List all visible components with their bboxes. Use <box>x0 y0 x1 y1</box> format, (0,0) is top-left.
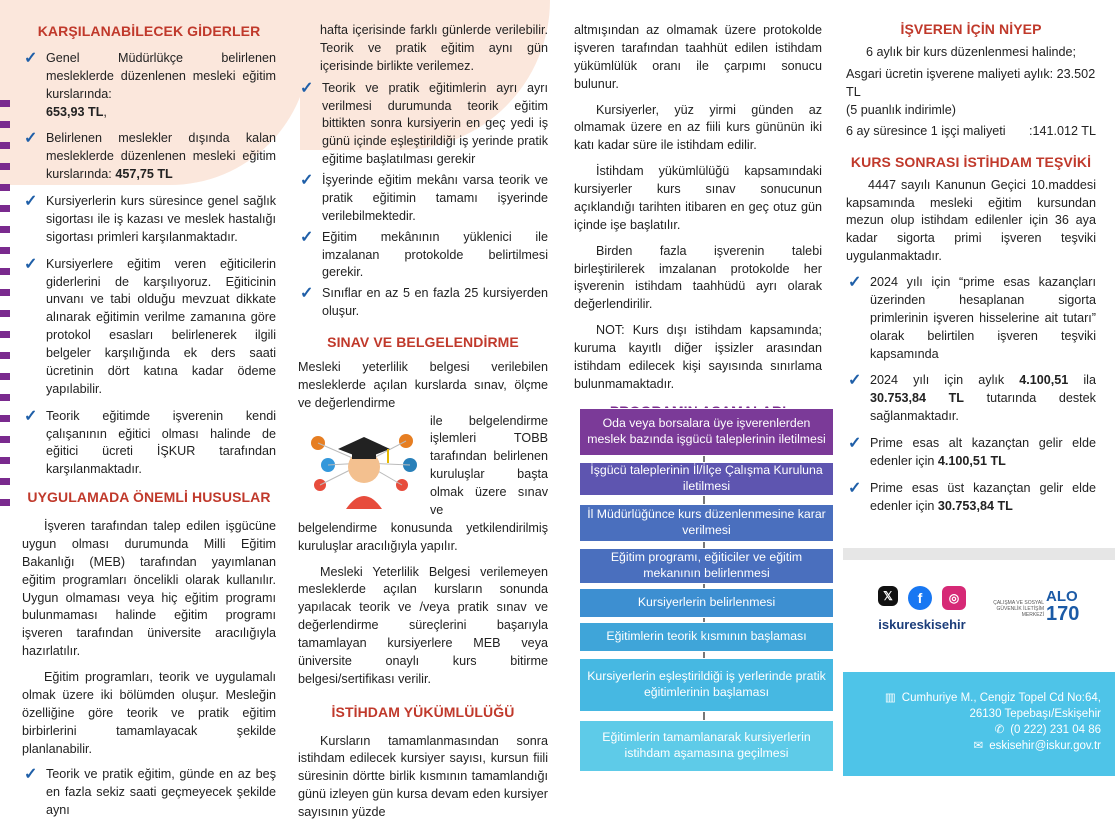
phone-number[interactable]: (0 222) 231 04 86 <box>1010 724 1101 737</box>
list-item: ✓ 2024 yılı için aylık 4.100,51 ila 30.753,84 TL tutarında destek sağlanmaktadır. <box>848 372 1096 424</box>
check-icon: ✓ <box>24 766 38 784</box>
address-line-1: Cumhuriye M., Cengiz Topel Cd No:64, <box>901 692 1101 704</box>
list-item: ✓ Teorik ve pratik eğitim, günde en az beş en fazla sekiz saati geçmeyecek şekilde aynı <box>24 766 276 818</box>
check-icon: ✓ <box>848 479 862 497</box>
list-item: ✓ 2024 yılı için “prime esas kazançları üzerinden hesaplanan sigorta primlerinin işveren hisselerine ait tutarı” olarak belirtilen işveren teşviki kapsamında <box>848 274 1096 361</box>
alo-number: 170 <box>1046 603 1080 625</box>
expenses-heading: KARŞILANABİLECEK GİDERLER <box>37 23 261 39</box>
nsp-line-4-label: 6 ay süresince 1 işçi maliyeti <box>846 124 1006 139</box>
nsp-line-3: (5 puanlık indirimle) <box>846 102 956 117</box>
list-item: ✓ Teorik eğitimde işverenin kendi çalışanının eğitici olması halinde de eğitici ücreti İŞKUR tarafından karşılanmaktadır. <box>24 407 276 477</box>
stage-arrow <box>703 712 705 720</box>
exam-paragraph-1c: belgelendirme konusunda yetkilendirilmiş kuruluşlar aracılığıyla yapılır. <box>298 520 548 553</box>
nsp-line-4-value: :141.012 TL <box>1029 124 1096 139</box>
column-3 <box>574 22 822 422</box>
stage-box: İl Müdürlüğünce kurs düzenlenmesine karar verilmesi <box>579 504 834 542</box>
stage-box: Kursiyerlerin belirlenmesi <box>579 588 834 618</box>
nsp-heading: İŞVEREN İÇİN NİYEP <box>900 21 1042 37</box>
check-icon: ✓ <box>24 255 38 273</box>
employment-heading: İSTİHDAM YÜKÜMLÜLÜĞÜ <box>331 703 515 720</box>
check-icon: ✓ <box>24 130 38 148</box>
email-address[interactable]: eskisehir@iskur.gov.tr <box>989 740 1101 753</box>
stage-box: Oda veya borsalara üye işverenlerden meslek bazında işgücü taleplerinin iletilmesi <box>579 408 834 456</box>
stage-arrow <box>703 496 705 504</box>
list-item: ✓ Kursiyerlerin kurs süresince genel sağlık sigortası ile iş kazası ve meslek hastalığı sigortası primleri karşılanmaktadır. <box>24 193 276 244</box>
phone-icon: ✆ <box>994 724 1005 737</box>
alo-170-logo <box>986 586 1098 630</box>
notes-heading: UYGULAMADA ÖNEMLİ HUSUSLAR <box>27 489 271 506</box>
nsp-line-2: Asgari ücretin işverene maliyeti aylık: 23.502 TL <box>846 66 1096 99</box>
side-decoration <box>0 100 10 520</box>
check-icon: ✓ <box>24 49 38 67</box>
column-1 <box>22 22 276 829</box>
social-block <box>862 586 982 634</box>
alo-small-text: ÇALIŞMA VE SOSYAL GÜVENLİK İLETİŞİM MERKEZİ <box>993 600 1044 618</box>
incentive-list <box>846 274 1096 516</box>
exam-paragraph-2: Mesleki Yeterlilik Belgesi verilemeyen mesleklerde açılan kursların sonunda yapılacak teorik ve /veya pratik sınav ve değerlendirme süreçlerini başarıyla tamamlayan kursiyerlere MEB veya üniversite onaylı kurs bitirme belgesi/sertifikası verilir. <box>298 564 548 686</box>
employment-paragraph-4: Birden fazla işverenin talebi birleştirilerek imzalanan protokolde her işverenin istihdam taahhüdü ayrı olarak değerlendirilir. <box>574 243 822 312</box>
employment-paragraph-3: İstihdam yükümlülüğü kapsamındaki kursiyerler kurs sınav sonucunun açıklandığı tarihten itibaren en geç otuz gün içinde işe başlatılır. <box>574 164 822 232</box>
list-item: ✓ Belirlenen meslekler dışında kalan mesleklerde düzenlenen mesleki eğitim kurslarında: 457,75 TL <box>24 130 276 182</box>
exam-heading: SINAV VE BELGELENDİRME <box>327 334 519 350</box>
list-item: ✓ Genel Müdürlükçe belirlenen mesleklerde düzenlenen mesleki eğitim kurslarında: 653,93 TL, <box>24 49 276 119</box>
check-icon: ✓ <box>848 372 862 390</box>
column-4 <box>846 20 1096 525</box>
social-handle[interactable]: iskureskisehir <box>878 617 966 632</box>
contact-box <box>843 672 1115 776</box>
x-icon[interactable]: 𝕏 <box>878 586 898 606</box>
list-item: ✓ Prime esas alt kazançtan gelir elde edenler için 4.100,51 TL <box>848 435 1096 468</box>
list-item: ✓ Eğitim mekânının yüklenici ile imzalanan protokolde belirtilmesi gerekir. <box>300 228 548 280</box>
graduate-illustration <box>298 413 430 509</box>
check-icon: ✓ <box>848 435 862 453</box>
stage-box: İşgücü taleplerinin İl/İlçe Çalışma Kuruluna iletilmesi <box>579 462 834 496</box>
notes-list <box>22 766 276 820</box>
incentive-paragraph: 4447 sayılı Kanunun Geçici 10.maddesi kapsamında mesleki eğitim kursundan mezun olup istihdam edilenler için 36 aya kadar sigorta primi işveren teşviki uygulanmaktadır. <box>846 177 1096 264</box>
stage-box: Eğitimlerin teorik kısmının başlaması <box>579 622 834 652</box>
check-icon: ✓ <box>300 79 314 97</box>
employment-note: NOT: Kurs dışı istihdam kapsamında; kuruma kayıtlı diğer işsizler arasından istihdam edilecek kişi sayısında sınırlama bulunmamaktadır. <box>574 323 822 391</box>
check-icon: ✓ <box>300 228 314 246</box>
address-line-2: 26130 Tepebaşı/Eskişehir <box>969 708 1101 721</box>
list-item: ✓ Kursiyerlere eğitim veren eğiticilerin giderlerini de karşılıyoruz. Eğiticinin unvanı ve tabi olduğu mevzuat dikkate alınarak eğitimin verilme zamanına göre protokol esasları belirlenerek ilgili belgeler karşılığında ek ders saati ücretinin dört katına kadar ödeme yapılabilir. <box>24 255 276 396</box>
check-icon: ✓ <box>300 172 314 189</box>
notes-paragraph-1: İşveren tarafından talep edilen işgücüne uygun olması durumunda Milli Eğitim Bakanlığı (MEB) tarafından yayımlanan eğitim programları öncelikli olarak kullanılır. Uygun olmaması veya hiç eğitim programı bulunmaması halinde eğitim programı işveren tarafından üniversite aracılığıyla hazırlatılır. <box>22 519 276 659</box>
check-icon: ✓ <box>848 274 862 292</box>
alo-label: ALO <box>1046 588 1078 605</box>
list-item: ✓ Teorik ve pratik eğitimlerin ayrı ayrı verilmesi durumunda teorik eğitim bittikten sonra kursiyerin en geç yedi iş günü içinde eşleştirildiği iş yerinde pratik eğitime başlatılması gerekir <box>300 79 548 167</box>
expenses-list <box>22 50 276 479</box>
check-icon: ✓ <box>24 193 38 210</box>
employment-paragraph-cont: altmışından az olmamak üzere protokolde işveren tarafından taahhüt edilen istihdam yükümlülük oranı ile çarpımı sonucu bulunur. <box>574 23 822 91</box>
list-item: ✓ Sınıflar en az 5 en fazla 25 kursiyerden oluşur. <box>300 285 548 319</box>
check-icon: ✓ <box>300 285 314 303</box>
stage-box: Eğitim programı, eğiticiler ve eğitim mekanının belirlenmesi <box>579 548 834 584</box>
list-item: ✓ Prime esas üst kazançtan gelir elde edenler için 30.753,84 TL <box>848 479 1096 513</box>
instagram-icon[interactable]: ◎ <box>942 586 966 610</box>
list-item: ✓ İşyerinde eğitim mekânı varsa teorik ve pratik eğitimin tamamı işyerinde verilebilmektedir. <box>300 172 548 223</box>
map-icon: ▥ <box>884 692 896 704</box>
divider-bar <box>843 548 1115 560</box>
employment-paragraph-2: Kursiyerler, yüz yirmi günden az olmamak üzere en az fiili kurs gününün iki katı kadar süre ile istihdam edilir. <box>574 102 822 153</box>
stage-box: Eğitimlerin tamamlanarak kursiyerlerin istihdam aşamasına geçilmesi <box>579 720 834 772</box>
exam-paragraph-1b: ile belgelendirme işlemleri TOBB tarafından belirlenen kuruluşlar başta olmak üzere sınav ve <box>430 413 548 517</box>
notes-paragraph-2: Eğitim programları, teorik ve uygulamalı olmak üzere iki bölümden oluşur. Mesleğin özelliğine göre teorik ve pratik eğitim birbirlerini tamamlayacak şekilde planlanabilir. <box>22 670 276 756</box>
nsp-line-1: 6 aylık bir kurs düzenlenmesi halinde; <box>866 44 1077 59</box>
facebook-icon[interactable]: f <box>908 586 932 610</box>
email-icon: ✉ <box>973 740 984 753</box>
check-icon: ✓ <box>24 407 38 425</box>
incentive-heading: KURS SONRASI İSTİHDAM TEŞVİKİ <box>850 154 1092 171</box>
continued-text: hafta içerisinde farklı günlerde verilebilir. Teorik ve pratik eğitim aynı gün içerisinde birlikte verilemez. <box>320 23 548 73</box>
training-list <box>298 80 548 321</box>
exam-paragraph-1a: Mesleki yeterlilik belgesi verilebilen mesleklerde açılan kurslarda sınav, ölçme ve değerlendirme <box>298 359 548 410</box>
employment-paragraph-1: Kursların tamamlanmasından sonra istihdam edilecek kursiyer sayısı, kursun fiili süresinin dörtte birlik kısmının tamamlandığı günü izleyen gün kursa devam eden kursiyer sayısının yüzde <box>298 733 548 819</box>
stage-box: Kursiyerlerin eşleştirildiği iş yerlerinde pratik eğitimlerinin başlaması <box>579 658 834 712</box>
column-2 <box>298 22 548 830</box>
